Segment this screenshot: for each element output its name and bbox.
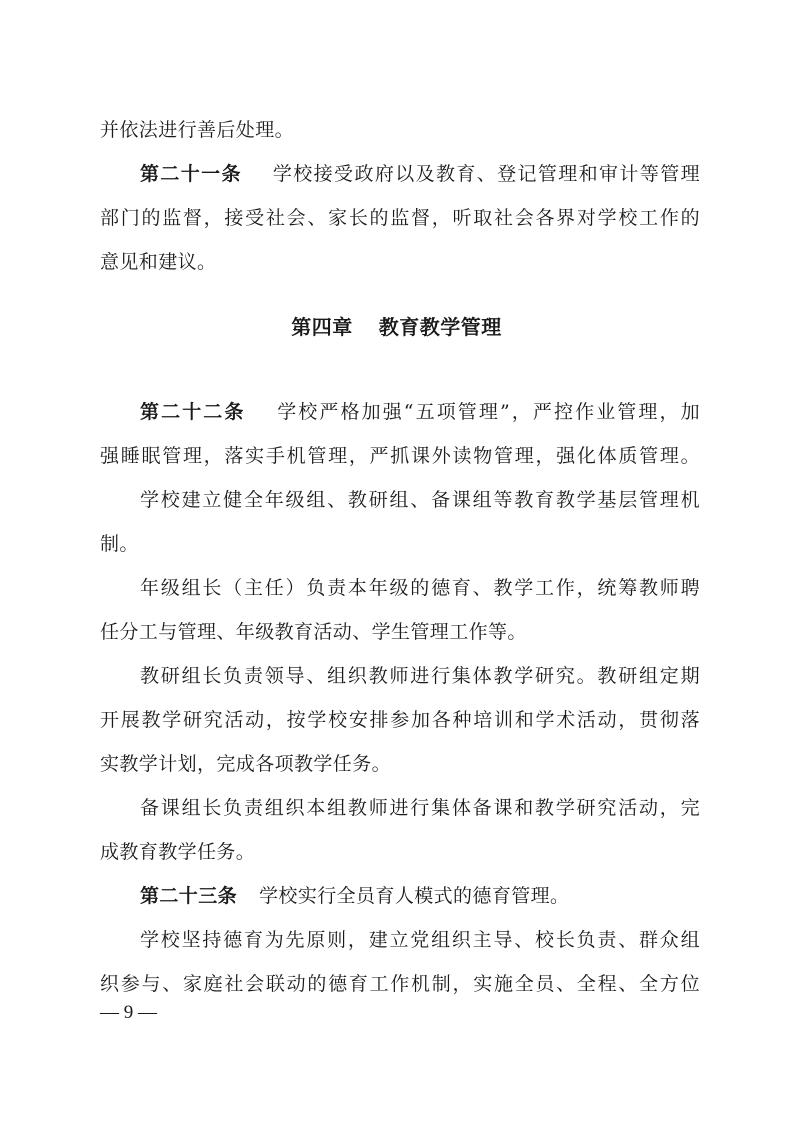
article-21-line-1 xyxy=(140,160,700,188)
article-22-line-1 xyxy=(140,398,700,426)
chapter-number: 第四章 xyxy=(291,315,353,339)
paragraph-line: 织参与、家庭社会联动的德育工作机制，实施全员、全程、全方位 xyxy=(100,973,700,995)
article-23-line-1 xyxy=(140,882,569,910)
paragraph-line: 部门的监督，接受社会、家长的监督，听取社会各界对学校工作的 xyxy=(100,207,700,229)
article-21-label: 第二十一条 xyxy=(140,163,242,185)
paragraph-line: 实教学计划，完成各项教学任务。 xyxy=(100,753,392,775)
paragraph-line: 年级组长（主任）负责本年级的德育、教学工作，统筹教师聘 xyxy=(140,577,700,599)
article-22-label: 第二十二条 xyxy=(140,401,246,423)
paragraph-line: 教研组长负责领导、组织教师进行集体教学研究。教研组定期 xyxy=(140,665,700,687)
chapter-heading xyxy=(0,313,793,341)
paragraph-line: 并依法进行善后处理。 xyxy=(100,119,295,141)
paragraph-line: 学校建立健全年级组、教研组、备课组等教育教学基层管理机 xyxy=(140,489,700,511)
paragraph-line: 成教育教学任务。 xyxy=(100,841,256,863)
page-number: — 9 — xyxy=(100,1002,157,1023)
article-23-label: 第二十三条 xyxy=(140,885,238,907)
article-23-text: 学校实行全员育人模式的德育管理。 xyxy=(259,885,570,907)
paragraph-line: 开展教学研究活动，按学校安排参加各种培训和学术活动，贯彻落 xyxy=(100,709,700,731)
paragraph-line: 制。 xyxy=(100,533,139,555)
chapter-title: 教育教学管理 xyxy=(378,315,502,339)
paragraph-line: 意见和建议。 xyxy=(100,251,217,273)
paragraph-line: 备课组长负责组织本组教师进行集体备课和教学研究活动，完 xyxy=(140,797,700,819)
article-22-text: 学校严格加强“五项管理”，严控作业管理，加 xyxy=(275,401,700,423)
paragraph-line: 学校坚持德育为先原则，建立党组织主导、校长负责、群众组 xyxy=(140,929,700,951)
paragraph-line: 强睡眠管理，落实手机管理，严抓课外读物管理，强化体质管理。 xyxy=(100,445,700,467)
article-21-text: 学校接受政府以及教育、登记管理和审计等管理 xyxy=(271,163,700,185)
paragraph-line: 任分工与管理、年级教育活动、学生管理工作等。 xyxy=(100,621,527,643)
